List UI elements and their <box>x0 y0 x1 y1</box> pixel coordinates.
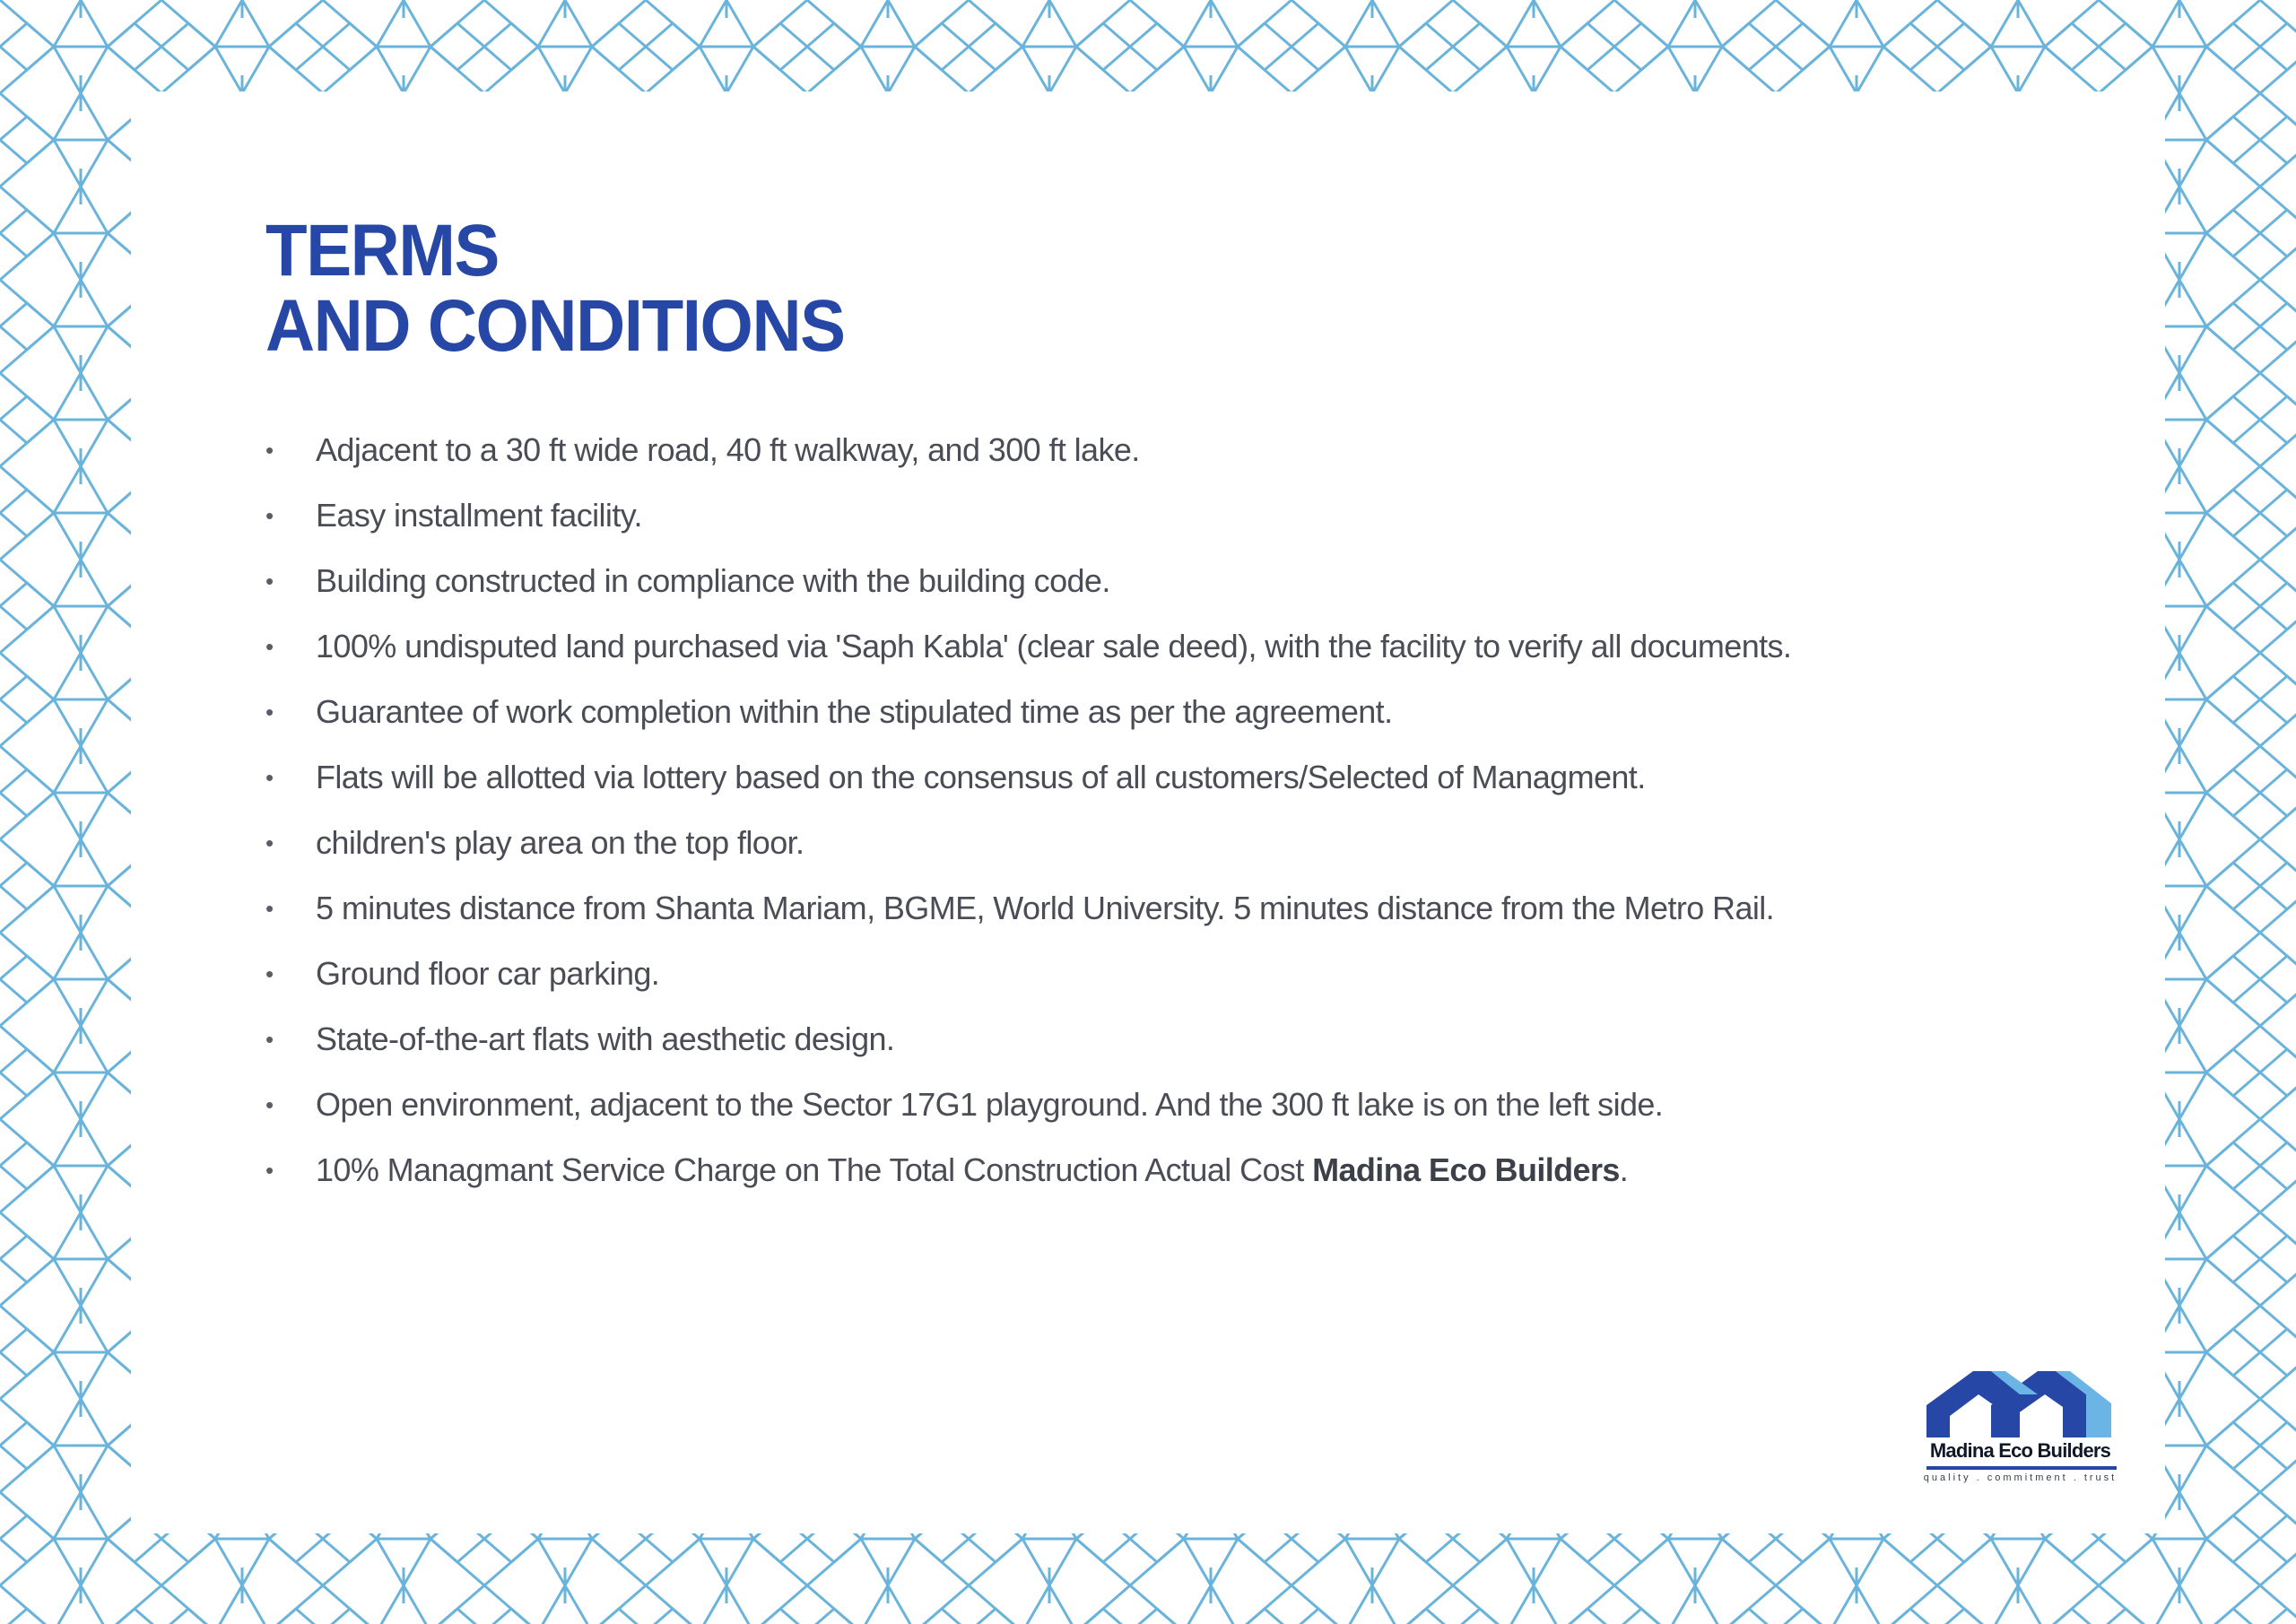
list-item <box>265 754 2059 820</box>
bullet: • <box>265 633 274 660</box>
bullet: • <box>265 502 274 529</box>
list-item <box>265 1081 2059 1147</box>
list-item <box>265 492 2059 558</box>
term-text: Ground floor car parking. <box>316 955 660 992</box>
term-text-suffix: . <box>1619 1151 1629 1188</box>
list-item <box>265 623 2059 689</box>
title-line-2: AND CONDITIONS <box>265 285 845 367</box>
terms-list <box>265 427 2059 1212</box>
logo-name: Madina Eco Builders <box>1929 1439 2111 1462</box>
term-text: Building constructed in compliance with the building code. <box>316 562 1110 599</box>
term-text-plain: 10% Managmant Service Charge on The Total Construction Actual Cost <box>316 1151 1313 1188</box>
bullet: • <box>265 1026 274 1053</box>
bullet: • <box>265 960 274 987</box>
list-item <box>265 558 2059 623</box>
term-text: State-of-the-art flats with aesthetic design. <box>316 1020 895 1057</box>
list-item <box>265 1147 2059 1212</box>
house-roofs-icon <box>1926 1368 2115 1437</box>
bullet: • <box>265 437 274 464</box>
title-line-1: TERMS <box>265 210 499 291</box>
term-text: Flats will be allotted via lottery based on the consensus of all customers/Selected of Managment. <box>316 759 1646 795</box>
term-text: Guarantee of work completion within the stipulated time as per the agreement. <box>316 693 1393 730</box>
list-item <box>265 689 2059 754</box>
term-text <box>316 1147 1628 1194</box>
term-text: Easy installment facility. <box>316 497 642 534</box>
logo-underline <box>1926 1466 2117 1470</box>
list-item <box>265 885 2059 951</box>
logo-tagline: quality . commitment . trust <box>1923 1472 2118 1483</box>
list-item <box>265 820 2059 885</box>
list-item <box>265 951 2059 1016</box>
term-text: Open environment, adjacent to the Sector 17G1 playground. And the 300 ft lake is on the left side. <box>316 1086 1664 1123</box>
term-text: 5 minutes distance from Shanta Mariam, BGME, World University. 5 minutes distance from the Metro Rail. <box>316 890 1775 926</box>
company-logo <box>1919 1368 2121 1493</box>
bullet: • <box>265 1091 274 1118</box>
list-item <box>265 1016 2059 1081</box>
company-name-strong: Madina Eco Builders <box>1312 1151 1620 1188</box>
bullet: • <box>265 895 274 922</box>
page-title <box>265 210 845 367</box>
bullet: • <box>265 699 274 725</box>
term-text: 100% undisputed land purchased via 'Saph Kabla' (clear sale deed), with the facility to verify all documents. <box>316 628 1792 664</box>
bullet: • <box>265 829 274 856</box>
term-text: children's play area on the top floor. <box>316 824 804 861</box>
bullet: • <box>265 568 274 595</box>
bullet: • <box>265 764 274 791</box>
bullet: • <box>265 1157 274 1184</box>
list-item <box>265 427 2059 492</box>
term-text: Adjacent to a 30 ft wide road, 40 ft walkway, and 300 ft lake. <box>316 431 1140 468</box>
